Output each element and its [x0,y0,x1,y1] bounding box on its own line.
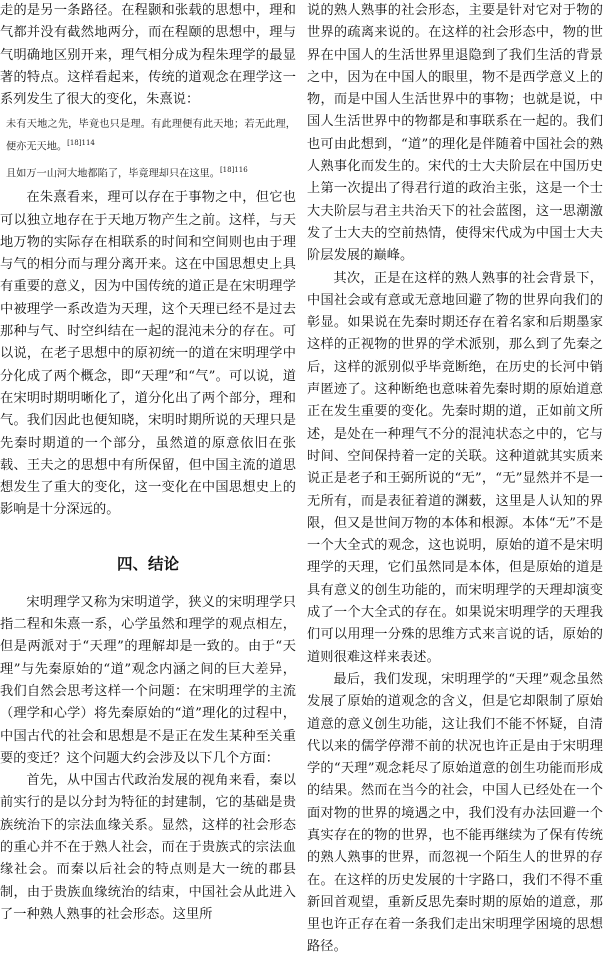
quote-text: 未有天地之先，毕竟也只是理。有此理便有此天地；若无此理，便亦无天地。 [6,119,296,153]
paragraph: 宋明理学又称为宋明道学，狭义的宋明理学只指二程和朱熹一系，心学虽然和理学的观点相左，但是两派对于“天理”的理解却是一致的。由于“天理”与先秦原始的“道”观念内涵之间的巨大差异，我们自然会思考这样一个问题：在宋明理学的主流（理学和心学）将先秦原始的“道”理化的过程中，中国古代的社会和思想是不是正在发生某种至关重要的变迁？这个问题大约会涉及以下几个方面： [0,594,296,766]
quote-text: 且如万一山河大地都陷了，毕竟理却只在这里。 [6,168,220,180]
paragraph: 其次，正是在这样的熟人熟事的社会背景下，中国社会或有意或无意地回避了物的世界向我们的彰显。如果说在先秦时期还存在着名家和后期墨家这样的正视物的世界的学术派别，那么到了先秦之后，这样的派别似乎毕竟断绝，在历史的长河中销声匿迹了。这种断绝也意味着先秦时期的原始道意正在发生重要的变化。先秦时期的道，正如前文所述，是处在一种理气不分的混沌状态之中的，它与时间、空间保持着一定的关联。这种道就其实质来说正是老子和王弼所说的“无”，“无”显然并不是一无所有，而是表征着道的渊薮，这里是人认知的界限，但又是世间万物的本体和根源。本体“无”不是一个大全式的观念，这也说明，原始的道不是宋明理学的天理，它们虽然同是本体，但是原始的道是具有意义的创生功能的，而宋明理学的天理却演变成了一个大全式的存在。如果说宋明理学的天理我们可以用理一分殊的思维方式来言说的话，原始的道则很难这样来表述。 [307,270,603,665]
paragraph: 在朱熹看来，理可以存在于事物之中，但它也可以独立地存在于天地万物产生之前。这样，与天地万物的实际存在相联系的时间和空间则也由于理与气的相分而与理分离开来。这在中国思想史上具有重要的意义，因为中国传统的道正是在宋明理学中被理学一系改造为天理，这个天理已经不是过去那种与气、时空纠结在一起的混沌未分的存在。可以说，在老子思想中的原初统一的道在宋明理学中分化成了两个概念，即“天理”和“气”。可以说，道在宋明时期明晰化了，道分化出了两个部分，理和气。我们因此也便知晓，宋明时期所说的天理只是先秦时期道的一个部分，虽然道的原意依旧在张载、王夫之的思想中有所保留，但中国主流的道思想发生了重大的变化，这一变化在中国思想史上的影响是十分深远的。 [0,190,296,518]
left-column [0,0,296,926]
paragraph: 说的熟人熟事的社会形态，主要是针对它对于物的世界的疏离来说的。在这样的社会形态中，物的世界在中国人的生活世界里退隐到了我们生活的背景之中，因为在中国人的眼里，物不是西学意义上的物，而是中国人生活世界中的事物；也就是说，中国人生活世界中的物都是和事联系在一起的。我们也可由此想到，“道”的理化是伴随着中国社会的熟人熟事化而发生的。宋代的士大夫阶层在中国历史上第一次提出了得君行道的政治主张，这是一个士大夫阶层与君主共治天下的社会蓝图，这一思潮激发了士大夫的空前热情，使得宋代成为中国士大夫阶层发展的巅峰。 [307,3,603,264]
citation-ref: [18]114 [67,139,95,148]
paragraph: 走的是另一条路径。在程颢和张载的思想中，理和气都并没有截然地两分，而在程颐的思想中，理与气明确地区别开来，理气相分成为程朱理学的最显著的特点。这样看起来，传统的道观念在理学这一系列发生了很大的变化，朱熹说： [0,3,296,108]
right-column [307,0,603,959]
citation-ref: [18]116 [219,165,248,174]
section-heading: 四、结论 [116,554,179,573]
block-quote [6,161,296,183]
paragraph: 最后，我们发现，宋明理学的“天理”观念虽然发展了原始的道观念的含义，但是它却限制了原始道意的意义创生功能，这让我们不能不怀疑，自清代以来的儒学停滞不前的状况也许正是由于宋明理学的“天理”观念耗尽了原始道意的创生功能而形成的结果。然而在当今的社会，中国人已经处在一个面对物的世界的境遇之中，我们没有办法回避一个真实存在的物的世界，也不能再继续为了保有传统的熟人熟事的世界，而忽视一个陌生人的世界的存在。在这样的历史发展的十字路口，我们不得不重新回首观望，重新反思先秦时期的原始的道意，那里也许正存在着一条我们走出宋明理学困境的思想路径。 [307,671,603,955]
paragraph: 首先，从中国古代政治发展的视角来看，秦以前实行的是以分封为特征的封建制，它的基础是贵族统治下的宗法血缘关系。显然，这样的社会形态的重心并不在于熟人社会，而在于贵族式的宗法血缘社会。而秦以后社会的特点则是大一统的郡县制，由于贵族血缘统治的结束，中国社会从此进入了一种熟人熟事的社会形态。这里所 [0,773,296,922]
block-quote [6,115,296,156]
